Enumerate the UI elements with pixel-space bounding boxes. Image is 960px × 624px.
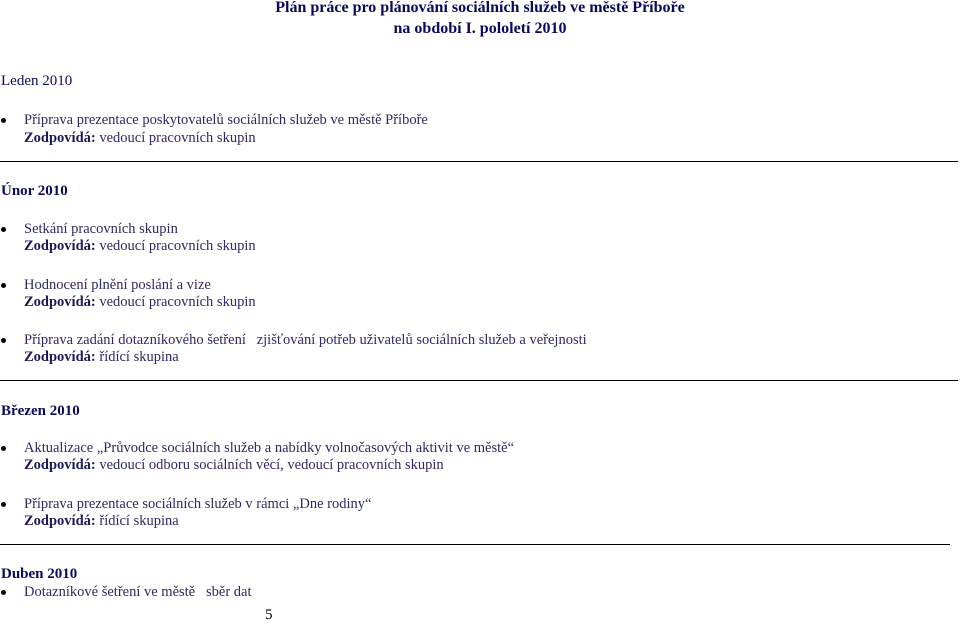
responsible-label: Zodpovídá: <box>24 130 96 146</box>
month-heading-leden: Leden 2010 <box>1 73 73 89</box>
document-title-line-1: Plán práce pro plánování sociálních služeb ve městě Příboře <box>275 0 685 16</box>
responsible-value: vedoucí pracovních skupin <box>95 294 256 310</box>
responsible-value: vedoucí pracovních skupin <box>95 238 256 254</box>
bullet-icon <box>1 118 6 123</box>
bullet-icon <box>1 227 6 232</box>
responsible-line <box>24 513 179 530</box>
task-text: Aktualizace „Průvodce sociálních služeb a nabídky volnočasových aktivit ve městě“ <box>24 440 515 456</box>
section-divider <box>0 161 958 162</box>
responsible-value: řídící skupina <box>95 513 179 529</box>
bullet-icon <box>1 338 6 343</box>
responsible-label: Zodpovídá: <box>24 457 96 473</box>
responsible-label: Zodpovídá: <box>24 294 96 310</box>
responsible-line <box>24 130 256 147</box>
month-heading-unor: Únor 2010 <box>1 183 68 199</box>
task-text: Příprava zadání dotazníkového šetření zjišťování potřeb uživatelů sociálních služeb a veřejnosti <box>24 332 587 348</box>
section-divider <box>0 544 950 545</box>
responsible-label: Zodpovídá: <box>24 238 96 254</box>
responsible-line <box>24 238 256 255</box>
responsible-line <box>24 294 256 311</box>
responsible-value: vedoucí odboru sociálních věcí, vedoucí pracovních skupin <box>95 457 444 473</box>
responsible-value: vedoucí pracovních skupin <box>95 130 256 146</box>
bullet-icon <box>1 590 6 595</box>
responsible-label: Zodpovídá: <box>24 513 96 529</box>
page-number: 5 <box>265 607 273 623</box>
document-title-line-2: na období I. pololetí 2010 <box>393 20 567 37</box>
section-divider <box>0 380 958 381</box>
month-heading-brezen: Březen 2010 <box>1 403 80 419</box>
responsible-line <box>24 349 179 366</box>
task-text: Dotazníkové šetření ve městě sběr dat <box>24 584 252 600</box>
responsible-label: Zodpovídá: <box>24 349 96 365</box>
bullet-icon <box>1 283 6 288</box>
responsible-value: řídící skupina <box>95 349 179 365</box>
task-text: Setkání pracovních skupin <box>24 221 178 237</box>
bullet-icon <box>1 446 6 451</box>
task-text: Hodnocení plnění poslání a vize <box>24 277 211 293</box>
task-text: Příprava prezentace sociálních služeb v rámci „Dne rodiny“ <box>24 496 372 512</box>
bullet-icon <box>1 502 6 507</box>
responsible-line <box>24 457 444 474</box>
month-heading-duben: Duben 2010 <box>1 566 78 582</box>
task-text: Příprava prezentace poskytovatelů sociálních služeb ve městě Příboře <box>24 112 428 128</box>
